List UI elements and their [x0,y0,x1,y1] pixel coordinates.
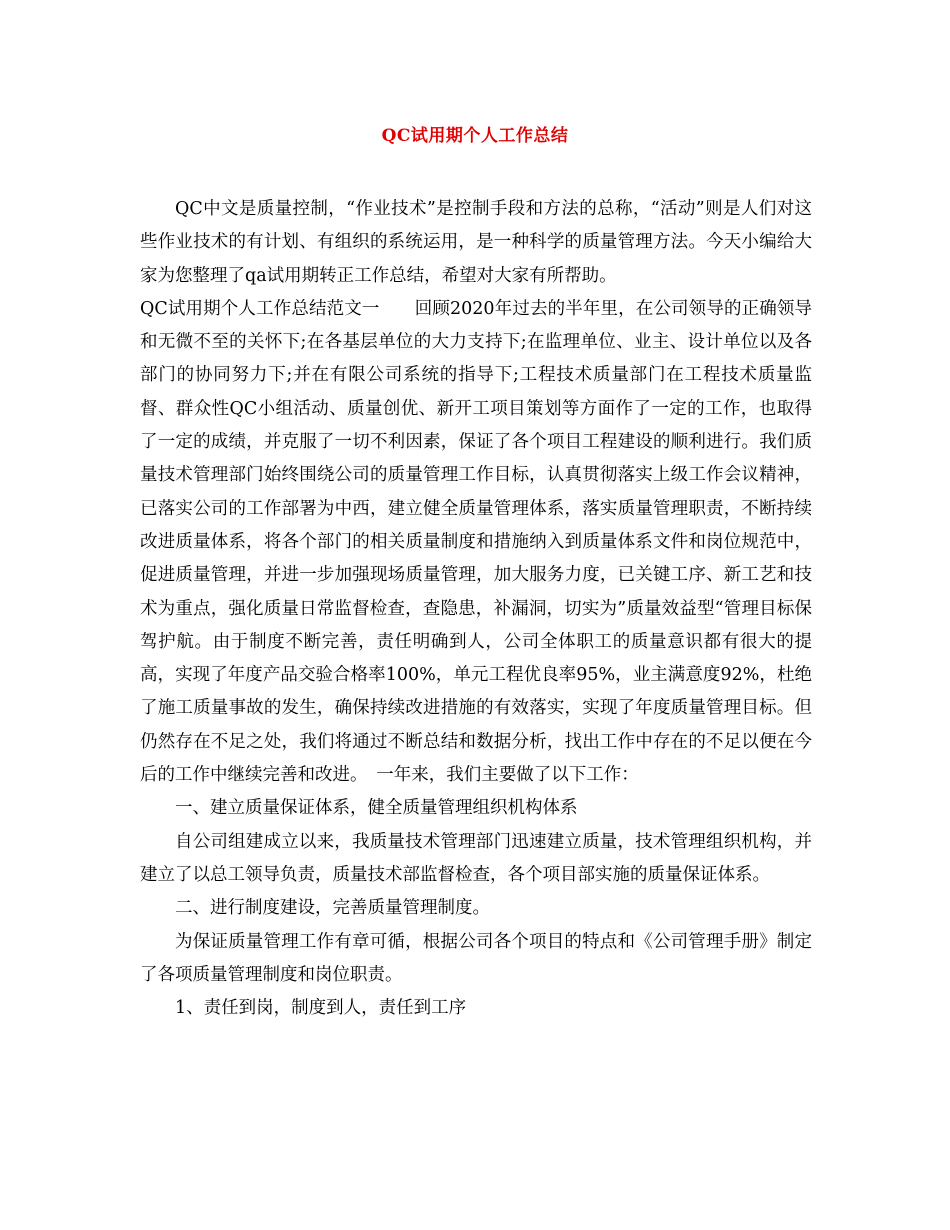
main-paragraph: QC试用期个人工作总结范文一 回顾2020年过去的半年里，在公司领导的正确领导和无微不至的关怀下;在各基层单位的大力支持下;在监理单位、业主、设计单位以及各部门的协同努力下;并在有限公司系统的指导下;工程技术质量部门在工程技术质量监督、群众性QC小组活动、质量创优、新开工项目策划等方面作了一定的工作，也取得了一定的成绩，并克服了一切不利因素，保证了各个项目工程建设的顺利进行。我们质量技术管理部门始终围绕公司的质量管理工作目标，认真贯彻落实上级工作会议精神，已落实公司的工作部署为中西，建立健全质量管理体系，落实质量管理职责，不断持续改进质量体系，将各个部门的相关质量制度和措施纳入到质量体系文件和岗位规范中，促进质量管理，并进一步加强现场质量管理，加大服务力度，已关键工序、新工艺和技术为重点，强化质量日常监督检查，查隐患，补漏洞，切实为”质量效益型“管理目标保驾护航。由于制度不断完善，责任明确到人，公司全体职工的质量意识都有很大的提高，实现了年度产品交验合格率100%，单元工程优良率95%，业主满意度92%，杜绝了施工质量事故的发生，确保持续改进措施的有效落实，实现了年度质量管理目标。但仍然存在不足之处，我们将通过不断总结和数据分析，找出工作中存在的不足以便在今后的工作中继续完善和改进。 一年来，我们主要做了以下工作： [140,298,812,786]
section-2-paragraph: 为保证质量管理工作有章可循，根据公司各个项目的特点和《公司管理手册》制定了各项质量管理制度和岗位职责。 [140,931,812,985]
intro-paragraph: QC中文是质量控制，“作业技术”是控制手段和方法的总称，“活动”则是人们对这些作业技术的有计划、有组织的系统运用，是一种科学的质量管理方法。今天小编给大家为您整理了qa试用期转正工作总结，希望对大家有所帮助。 [140,199,812,286]
item-1-heading: 1、责任到岗，制度到人，责任到工序 [175,998,467,1019]
document-body [140,193,812,1025]
section-1-heading: 一、建立质量保证体系，健全质量管理组织机构体系 [175,798,578,819]
section-1-paragraph: 自公司组建成立以来，我质量技术管理部门迅速建立质量，技术管理组织机构，并建立了以总工领导负责，质量技术部监督检查，各个项目部实施的质量保证体系。 [140,831,812,885]
section-2-heading: 二、进行制度建设，完善质量管理制度。 [175,898,490,919]
document-title: QC试用期个人工作总结 [381,126,569,146]
